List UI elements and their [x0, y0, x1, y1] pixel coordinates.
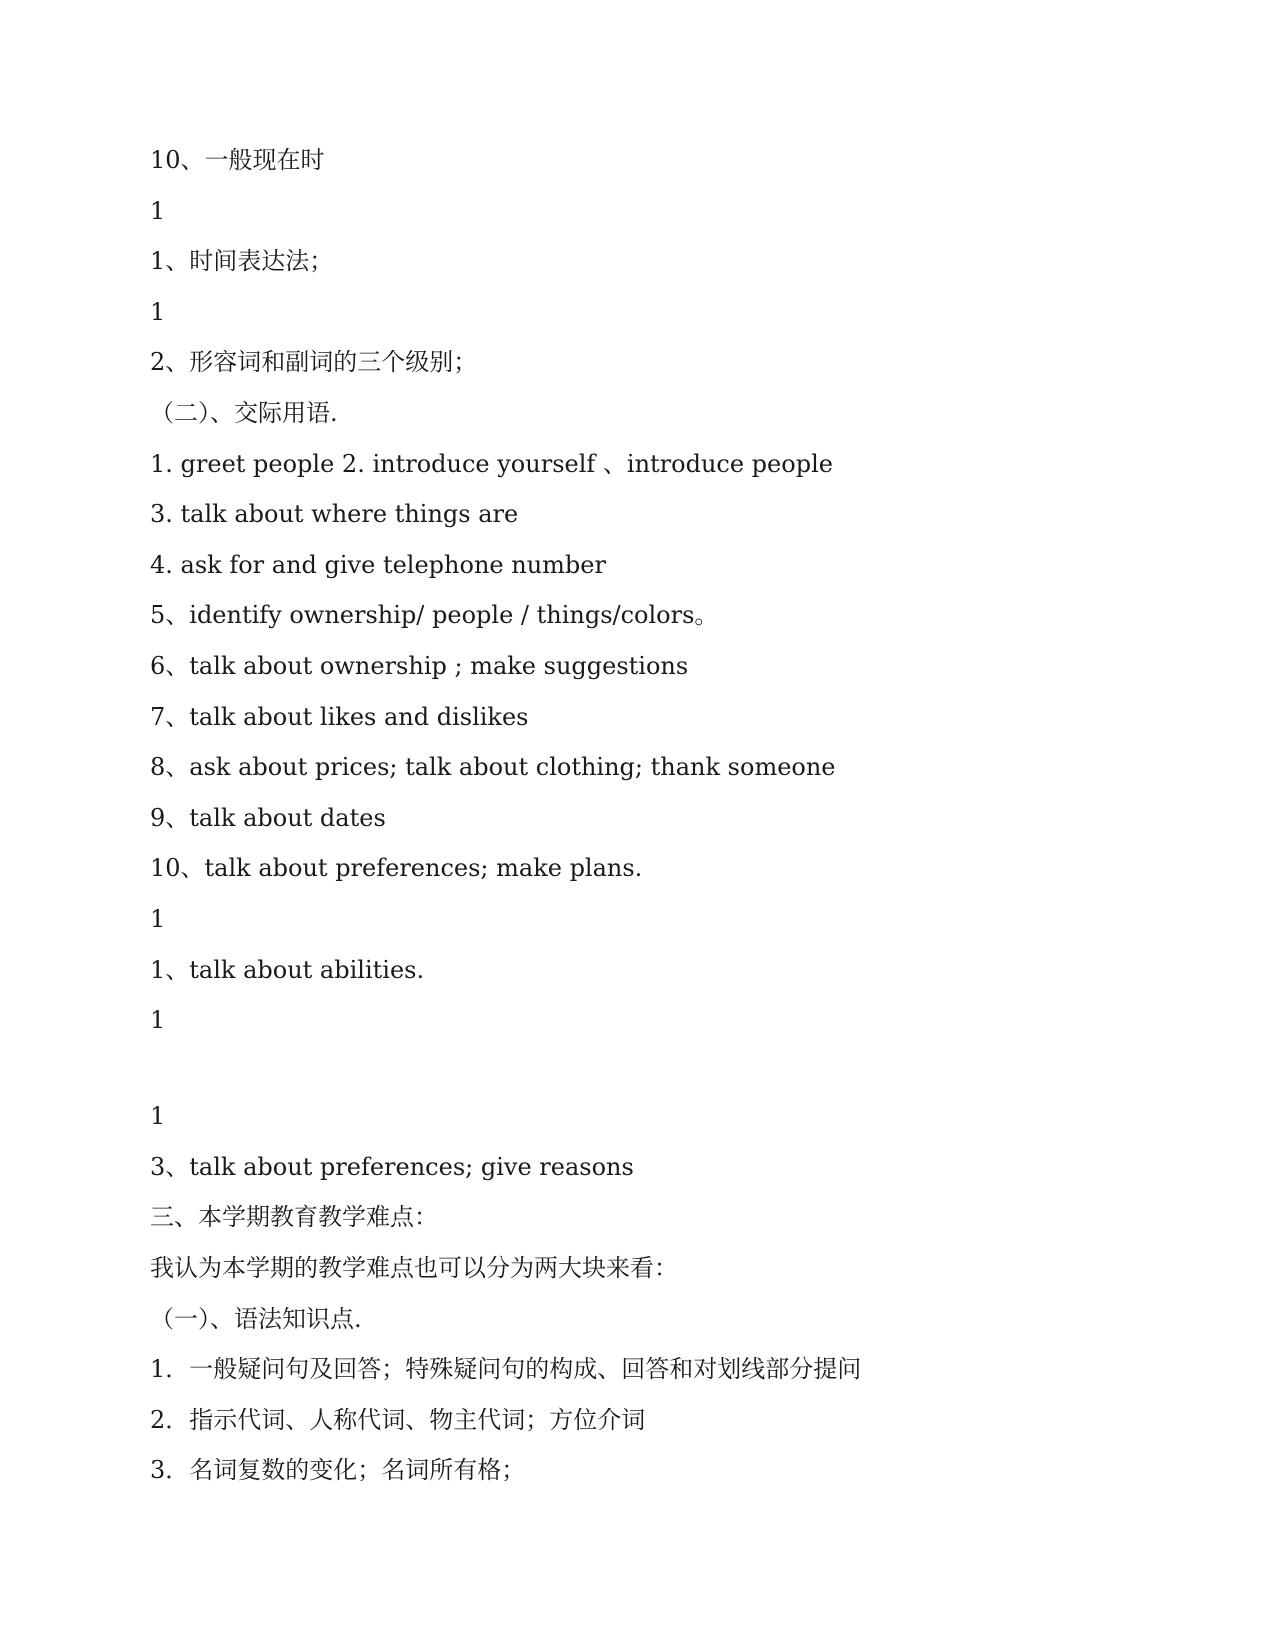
text-line: 1: [150, 904, 166, 933]
text-line: 2．指示代词、人称代词、物主代词；方位介词: [150, 1405, 646, 1434]
text-line: 3、talk about preferences; give reasons: [150, 1152, 634, 1181]
text-line: 1. greet people 2. introduce yourself 、introduce people: [150, 449, 833, 478]
text-line: 9、talk about dates: [150, 803, 386, 832]
text-line: 6、talk about ownership ; make suggestions: [150, 651, 689, 680]
text-line: 7、talk about likes and dislikes: [150, 702, 529, 731]
text-line: 1: [150, 1102, 166, 1131]
text-line: 1: [150, 297, 166, 326]
text-line: 1: [150, 1006, 166, 1035]
text-line: 2、形容词和副词的三个级别；: [150, 348, 478, 377]
text-line: 1．一般疑问句及回答；特殊疑问句的构成、回答和对划线部分提问: [150, 1355, 862, 1384]
text-line: 5、identify ownership/ people / things/colors。: [150, 601, 719, 630]
text-line: 1、时间表达法；: [150, 247, 334, 276]
section-heading: （一）、语法知识点.: [150, 1304, 362, 1333]
text-line: 10、一般现在时: [150, 146, 325, 174]
text-line: 我认为本学期的教学难点也可以分为两大块来看：: [150, 1254, 678, 1283]
document-body: [150, 147, 1150, 1508]
text-line: 10、talk about preferences; make plans.: [150, 854, 643, 883]
text-line: 8、ask about prices; talk about clothing; thank someone: [150, 753, 836, 782]
text-line: 1: [150, 196, 166, 225]
section-heading: 三、本学期教育教学难点：: [150, 1203, 438, 1232]
text-line: 4. ask for and give telephone number: [150, 550, 606, 579]
text-line: 3．名词复数的变化；名词所有格；: [150, 1456, 526, 1485]
text-line: 1、talk about abilities.: [150, 955, 425, 984]
text-line: 3. talk about where things are: [150, 500, 519, 529]
section-heading: （二）、交际用语.: [150, 398, 338, 427]
blank-line: [150, 1058, 1150, 1104]
